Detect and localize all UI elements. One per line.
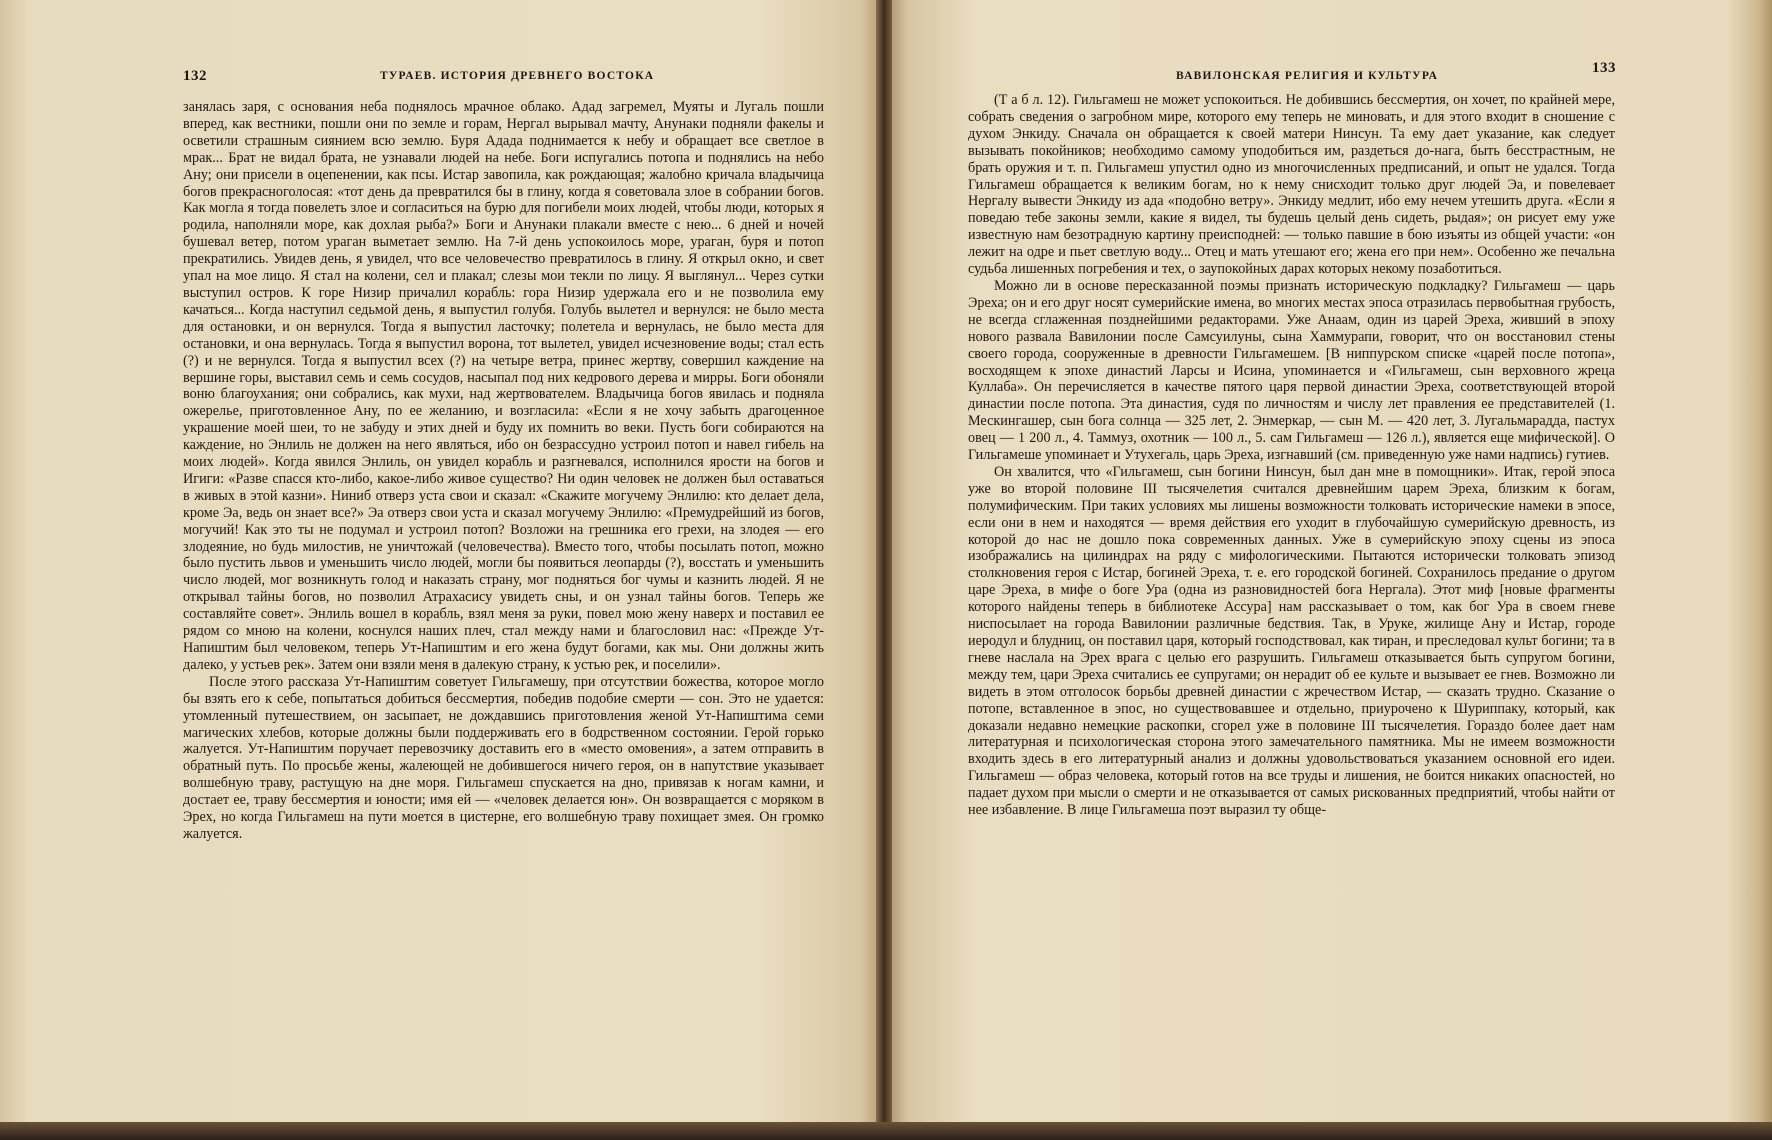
page-number: 133 <box>1592 60 1616 76</box>
right-page <box>886 0 1772 1126</box>
paragraph: Он хвалится, что «Гильгамеш, сын богини Нинсун, был дан мне в помощники». Итак, герой эпоса уже во второй половине III тысячелетия считался древнейшим царем Эреха, близким к богам, полумифическим. При таких условиях мы лишены возможности толковать исторические намеки в эпосе, если они в нем и находятся — время действия его уходит в глубочайшую сумерийскую древность, из которой до нас не дошло пока современных данных. Уже в сумерийскую эпоху сцены из эпоса изображались на цилиндрах на ряду с мифологическими. Пытаются исторически толковать эпизод столкновения героя с Истар, богиней Эреха, т. е. его городской богиней. Сохранилось предание о другом царе Эреха, в мифе о боге Ура (одна из разновидностей бога Нергала). Этот миф [новые фрагменты которого найдены теперь в библиотеке Ассура] нам рассказывает о том, как бог Ура в своем гневе ниспосылает на города Вавилонии различные бедствия. Так, в Уруке, жилище Ану и Истар, городе иеродул и блудниц, он поставил царя, который господствовал, как тиран, и преследовал культ богини; та в гневе наслала на Эрех врага с целью его разрушить. Гильгамеш отказывается быть супругом богини, между тем, цари Эреха считались ее супругами; он нерадит об ее культе и вызывает ее гнев. Возможно ли видеть в этом отголосок борьбы древней династии с жречеством Истар, — сказать трудно. Сказание о потопе, вставленное в эпос, но существовавшее и отдельно, приурочено к Шуриппаку, который, как доказали недавно немецкие раскопки, сгорел уже в половине III тысячелетия. Гораздо более дает нам литературная и психологическая сторона этого замечательного памятника. Мы не имеем возможности входить здесь в его литературный анализ и должны удовольствоваться указанием основной его идеи. Гильгамеш — образ человека, который готов на все труды и лишения, не боится никаких опасностей, но падает духом при мысли о смерти и не отказывается от самых рискованных предприятий, чтобы найти от нее избавление. В лице Гильгамеша поэт выразил ту обще- <box>968 463 1615 819</box>
left-page <box>0 0 882 1126</box>
book-edge <box>0 1122 1772 1140</box>
page-number: 132 <box>183 68 207 84</box>
paragraph: Можно ли в основе пересказанной поэмы признать историческую подкладку? Гильгамеш — царь Эреха; он и его друг носят сумерийские имена, во многих местах эпоса отразилась первобытная грубость, не всегда сглаженная позднейшими редакторами. Уже Анаам, один из царей Эреха, живший в эпоху нового развала Вавилонии после Самсуилуны, сына Хаммурапи, говорит, что он восстановил стены своего города, сооруженные в древности Гильгамешем. [В ниппурском списке «царей после потопа», восходящем к эпохе династий Ларсы и Исина, упоминается и «Гильгамеш, сын верховного жреца Куллаба». Он перечисляется в качестве пятого царя первой династии Эреха, соответствующей второй династии после потопа. Эта династия, судя по личностям и числу лет правления ее представителей (1. Мескингашер, сын бога солнца — 325 лет, 2. Энмеркар, — сын М. — 420 лет, 3. Лугальмарадда, пастух овец — 1 200 л., 4. Таммуз, охотник — 100 л., 5. сам Гильгамеш — 126 л.), является еще мифической]. О Гильгамеше упоминает и Утухегаль, царь Эреха, изгнавший (см. приведенную уже нами надпись) гутиев. <box>968 277 1615 464</box>
book-gutter <box>876 0 892 1130</box>
page-text <box>183 99 824 843</box>
running-title: ВАВИЛОНСКАЯ РЕЛИГИЯ И КУЛЬТУРА <box>1176 70 1439 82</box>
running-title: ТУРАЕВ. ИСТОРИЯ ДРЕВНЕГО ВОСТОКА <box>380 70 655 82</box>
paragraph: (Т а б л. 12). Гильгамеш не может успокоиться. Не добившись бессмертия, он хочет, по крайней мере, собрать сведения о загробном мире, которого ему теперь не миновать, и для этого входит в сношение с духом Энкиду. Сначала он обращается к своей матери Нинсун. Та ему дает указание, как следует вызывать покойников; необходимо самому уподобиться им, раздеться до-нага, быть бесстрастным, не брать оружия и т. п. Гильгамеш упустил одно из многочисленных предписаний, и опыт не удался. Тогда Гильгамеш обращается к великим богам, но к нему снисходит только друг людей Эа, и повелевает Нергалу вывести Энкиду из ада «подобно ветру». Энкиду медлит, ибо ему нечем утешить друга. «Если я поведаю тебе законы земли, какие я видел, ты будешь целый день сидеть, рыдая»; он рисует ему уже известную нам безотрадную картину преисподней: — только павшие в бою изъяты из общей участи: «он лежит на одре и пьет светлую воду... Отец и мать утешают его; жена его при нем». Особенно же печальна судьба лишенных погребения и тех, о заупокойных дарах которых некому позаботиться. <box>968 92 1615 278</box>
page-text <box>968 92 1615 819</box>
paragraph: занялась заря, с основания неба поднялось мрачное облако. Адад загремел, Муяты и Лугаль пошли вперед, как вестники, пошли они по земле и горам, Нергал вырывал мачту, Анунаки подняли факелы и осветили страшным сиянием всю землю. Буря Адада поднимается к небу и обращает все светлое в мрак... Брат не видал брата, не узнавали людей на небе. Боги испугались потопа и поднялись на небо Ану; они присели в оцепенении, как псы. Истар завопила, как рождающая; жалобно кричала владычица богов прекрасноголосая: «тот день да превратился бы в глину, когда я советовала злое в собрании богов. Как могла я тогда повелеть злое и согласиться на бурю для погибели моих людей, чтобы люди, которых я родила, наполняли море, как дохлая рыба?» Боги и Анунаки плакали вместе с нею... 6 дней и ночей бушевал ветер, потом ураган выметает землю. На 7-й день успокоилось море, ураган, буря и потоп прекратились. Увидев день, я увидел, что все человечество превратилось в глину. Я открыл окно, и свет упал на мое лицо. Я стал на колени, сел и плакал; слезы мои текли по лицу. Я выглянул... Через сутки выступил остров. К горе Низир причалил корабль: гора Низир удержала его и не позволила ему качаться... Когда наступил седьмой день, я выпустил голубя. Голубь вылетел и вернулся: не было места для остановки, и он вернулся. Тогда я выпустил ласточку; полетела и вернулась, не было места для остановки, и она вернулась. Тогда я выпустил ворона, тот вылетел, увидел исчезновение воды; стал есть (?) и не вернулся. Тогда я выпустил всех (?) на четыре ветра, принес жертву, совершил каждение на вершине горы, выставил семь и семь сосудов, насыпал под них кедрового дерева и мирры. Боги обоняли воню благоухания; они собрались, как мухи, над жертвователем. Владычица богов явилась и подняла ожерелье, приготовленное Ану, по ее желанию, и возгласила: «Если я не хочу забыть драгоценное украшение моей шеи, то не забуду и этих дней и буду их помнить во веки. Пусть боги собираются на каждение, но Энлиль не должен на него являться, ибо он безрассудно устроил потоп и навел гибель на моих людей». Когда явился Энлиль, он увидел корабль и разгневался, исполнился ярости на богов и Игиги: «Разве спасся кто-либо, какое-либо живое существо? Ни один человек не должен был оставаться в живых в этой казни». Ниниб отверз уста свои и сказал: «Скажите могучему Энлилю: кто делает дела, кроме Эа, ведь он знает все?» Эа отверз свои уста и сказал могучему Энлилю: «Премудрейший из богов, могучий! Как это ты не подумал и устроил потоп? Возложи на грешника его грехи, на злодея — его злодеяние, но будь милостив, не уничтожай (человечества). Вместо того, чтобы посылать потоп, можно было пустить львов и уменьшить число людей, могли бы появиться леопарды (?), восстать и уменьшить число людей, мог возникнуть голод и наказать страну, мог подняться бог чумы и казнить людей. Я не открывал тайны богов, но позволил Атрахасису увидеть сны, и он узнал тайны богов. Теперь же составляйте совет». Энлиль вошел в корабль, взял меня за руки, повел мою жену наверх и поставил ее рядом со мною на колени, коснулся наших плеч, стал между нами и благословил нас: «Прежде Ут-Напиштим был человеком, теперь Ут-Напиштим и его жена будут богами, как мы. Они должны жить далеко, у устьев рек». Затем они взяли меня в далекую страну, к устью рек, и поселили». <box>183 99 824 673</box>
paragraph: После этого рассказа Ут-Напиштим советует Гильгамешу, при отсутствии божества, которое могло бы взять его к себе, попытаться добиться бессмертия, победив подобие смерти — сон. Это не удается: утомленный путешествием, он засыпает, не дождавшись приготовления женой Ут-Напиштима семи магических хлебов, которые должны были поддерживать его в бодрственном состоянии. Герой горько жалуется. Ут-Напиштим поручает перевозчику доставить его в «место омовения», а затем отправить в обратный путь. По просьбе жены, жалеющей не добившегося ничего героя, он в напутствие указывает волшебную траву, растущую на дне моря. Гильгамеш спускается на дно, привязав к ногам камни, и достает ее, траву бессмертия и юности; имя ей — «человек делается юн». Он возвращается с моряком в Эрех, но когда Гильгамеш на пути моется в цистерне, его волшебную траву похищает змея. Он громко жалуется. <box>183 673 824 842</box>
